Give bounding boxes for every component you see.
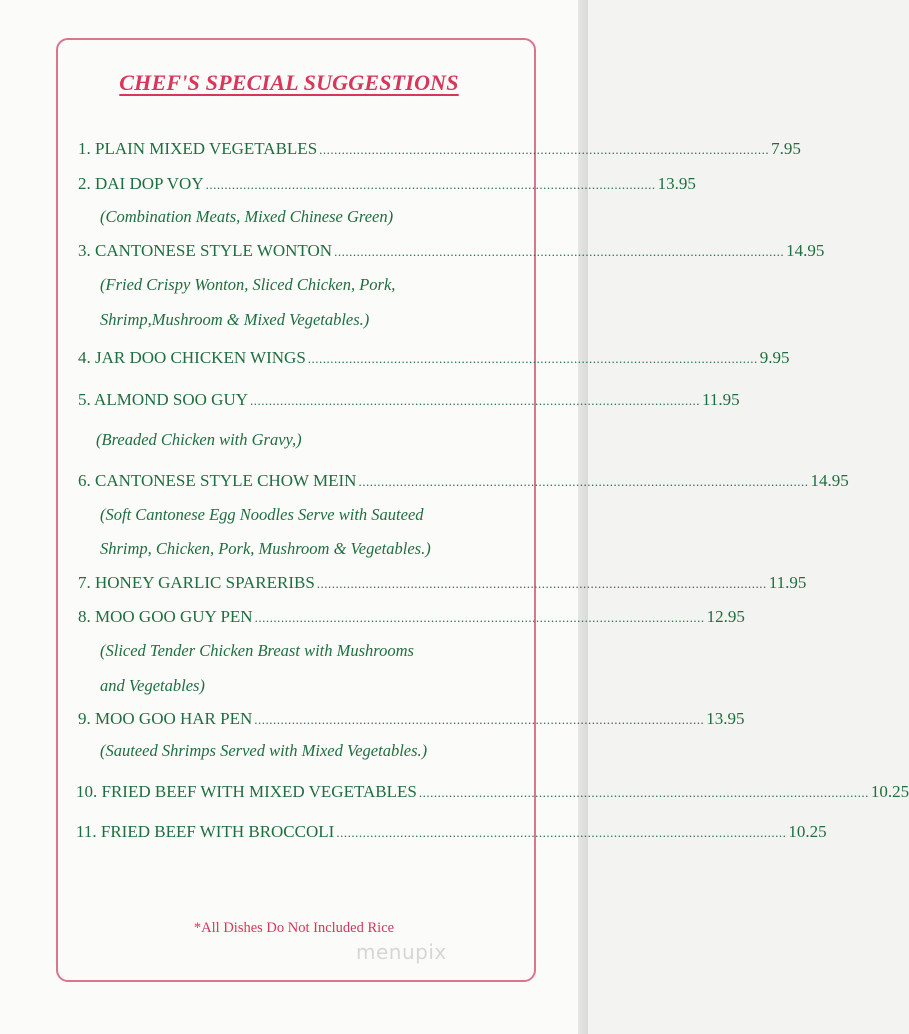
leader-dots: ........................................................................................................................ [358, 474, 809, 489]
item-description: and Vegetables) [100, 676, 205, 695]
item-name: 2. DAI DOP VOY [78, 174, 204, 193]
rice-footnote: *All Dishes Do Not Included Rice [193, 920, 395, 936]
item-price: 14.95 [810, 471, 849, 490]
item-price: 10.25 [788, 822, 827, 841]
menu-item-3 [78, 241, 825, 261]
menu-item-6 [78, 471, 849, 491]
leader-dots: ........................................................................................................................ [334, 244, 785, 259]
item-description: (Combination Meats, Mixed Chinese Green) [100, 207, 394, 226]
item-name: 9. MOO GOO HAR PEN [78, 709, 253, 728]
item-name: 8. MOO GOO GUY PEN [78, 607, 253, 626]
item-description: (Fried Crispy Wonton, Sliced Chicken, Pork, [100, 275, 396, 294]
item-price: 7.95 [771, 139, 801, 158]
item-price: 10.25 [870, 782, 909, 801]
leader-dots: ........................................................................................................................ [316, 576, 767, 591]
watermark-logo: menupix [356, 940, 447, 964]
item-name: 4. JAR DOO CHICKEN WINGS [78, 348, 306, 367]
item-name: 7. HONEY GARLIC SPARERIBS [78, 573, 315, 592]
item-price: 12.95 [706, 607, 745, 626]
menu-title: CHEF'S SPECIAL SUGGESTIONS [119, 70, 459, 95]
menu-item-1 [78, 139, 801, 159]
item-description: (Sliced Tender Chicken Breast with Mushrooms [100, 641, 414, 660]
item-description: (Breaded Chicken with Gravy,) [96, 430, 302, 449]
item-name: 6. CANTONESE STYLE CHOW MEIN [78, 471, 357, 490]
leader-dots: ........................................................................................................................ [418, 785, 869, 800]
item-name: 11. FRIED BEEF WITH BROCCOLI [76, 822, 335, 841]
item-price: 11.95 [768, 573, 807, 592]
leader-dots: ........................................................................................................................ [336, 825, 787, 840]
leader-dots: ........................................................................................................................ [254, 610, 705, 625]
leader-dots: ........................................................................................................................ [205, 177, 656, 192]
menu-item-5 [78, 390, 740, 410]
menu-item-10 [76, 782, 909, 802]
menu-item-8 [78, 607, 745, 627]
item-name: 1. PLAIN MIXED VEGETABLES [78, 139, 318, 158]
item-price: 11.95 [702, 390, 740, 409]
item-price: 9.95 [759, 348, 790, 367]
leader-dots: ........................................................................................................................ [319, 142, 770, 157]
item-price: 14.95 [786, 241, 825, 260]
menu-item-4 [78, 348, 790, 368]
item-description: (Sauteed Shrimps Served with Mixed Vegetables.) [100, 741, 428, 760]
menu-item-2 [78, 174, 696, 194]
item-description: (Soft Cantonese Egg Noodles Serve with Sauteed [100, 505, 424, 524]
item-price: 13.95 [657, 174, 696, 193]
menu-item-7 [78, 573, 807, 593]
item-price: 13.95 [706, 709, 745, 728]
item-name: 5. ALMOND SOO GUY [78, 390, 249, 409]
menu-item-9 [78, 709, 745, 729]
item-description: Shrimp, Chicken, Pork, Mushroom & Vegetables.) [100, 539, 431, 558]
leader-dots: ........................................................................................................................ [307, 351, 758, 366]
menu-item-11 [76, 822, 827, 842]
item-description: Shrimp,Mushroom & Mixed Vegetables.) [100, 310, 370, 329]
item-name: 3. CANTONESE STYLE WONTON [78, 241, 333, 260]
item-name: 10. FRIED BEEF WITH MIXED VEGETABLES [76, 782, 417, 801]
leader-dots: ........................................................................................................................ [254, 712, 705, 727]
leader-dots: ........................................................................................................................ [250, 393, 701, 408]
